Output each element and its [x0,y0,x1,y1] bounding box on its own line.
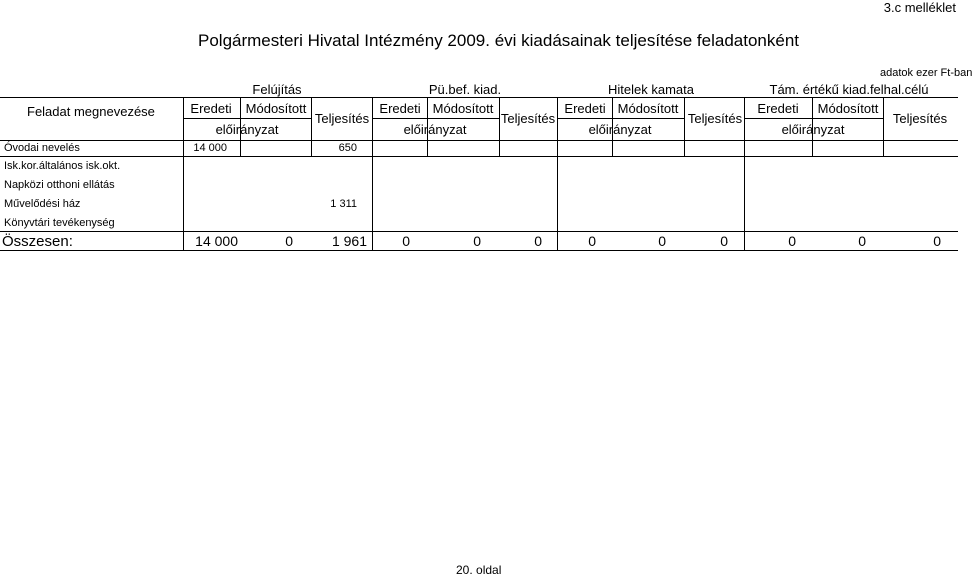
row-label: Óvodai nevelés [4,142,80,154]
col-header-appropriation: előirányzat [403,122,467,137]
row-label: Napközi otthoni ellátás [4,179,115,191]
col-header-performance: Teljesítés [314,111,370,126]
cell-value: 650 [338,142,357,154]
annex-label: 3.c melléklet [883,0,956,15]
col-header-performance: Teljesítés [687,111,743,126]
total-value: 0 [933,233,941,249]
task-header: Feladat megnevezése [27,104,155,119]
page-title: Polgármesteri Hivatal Intézmény 2009. évi kiadásainak teljesítése feladatonként [198,31,800,50]
total-value: 0 [858,233,866,249]
col-header-modified: Módosított [817,101,879,116]
total-value: 0 [473,233,481,249]
col-header-appropriation: előirányzat [781,122,845,137]
total-value: 0 [588,233,596,249]
cell-value: 14 000 [193,142,227,154]
row-label: Isk.kor.általános isk.okt. [4,160,121,172]
group-title: Pü.bef. kiad. [428,82,502,97]
col-header-original: Eredeti [379,101,421,116]
row-label: Könyvtári tevékenység [4,217,115,229]
cell-value: 1 311 [330,198,357,210]
col-header-appropriation: előirányzat [215,122,279,137]
group-title: Tám. értékű kiad.felhal.célú [769,82,929,97]
col-header-performance: Teljesítés [500,111,556,126]
total-value: 14 000 [195,233,238,249]
unit-note: adatok ezer Ft-ban [880,67,972,79]
col-header-original: Eredeti [564,101,606,116]
group-title: Felújítás [252,82,302,97]
total-label: Összesen: [2,233,73,250]
col-header-modified: Módosított [245,101,307,116]
group-title: Hitelek kamata [608,82,694,97]
total-value: 0 [285,233,293,249]
total-value: 0 [788,233,796,249]
col-header-appropriation: előirányzat [588,122,652,137]
col-header-modified: Módosított [432,101,494,116]
page-number: 20. oldal [456,563,502,577]
col-header-original: Eredeti [757,101,799,116]
total-value: 1 961 [331,233,367,249]
col-header-modified: Módosított [617,101,679,116]
col-header-performance: Teljesítés [892,111,948,126]
col-header-original: Eredeti [190,101,232,116]
total-value: 0 [720,233,728,249]
total-value: 0 [402,233,410,249]
row-label: Művelődési ház [4,198,81,210]
total-value: 0 [534,233,542,249]
total-value: 0 [658,233,666,249]
